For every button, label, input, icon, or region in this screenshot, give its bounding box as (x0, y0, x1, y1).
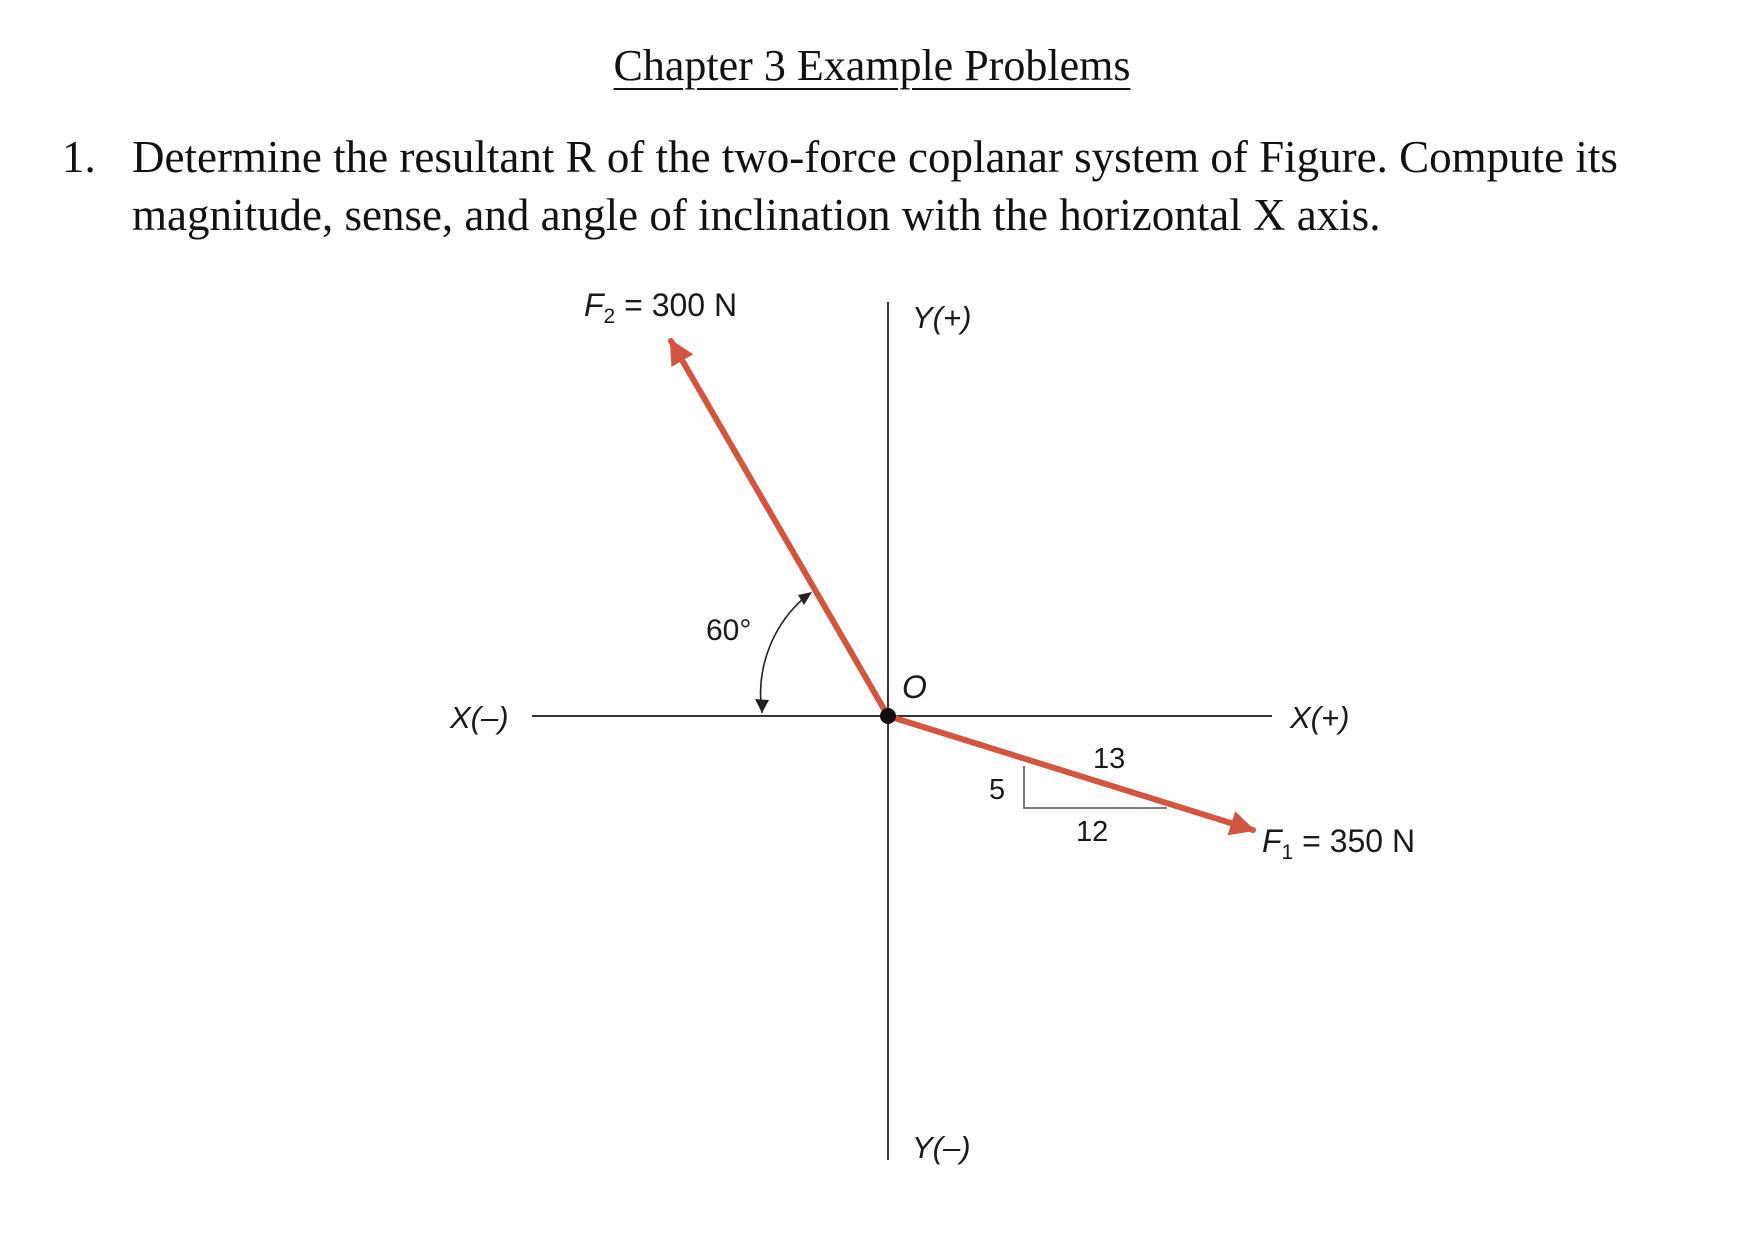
origin-point (880, 708, 896, 724)
slope-hyp-label: 13 (1093, 743, 1126, 775)
origin-label: O (902, 669, 927, 705)
page-title: Chapter 3 Example Problems (613, 41, 1131, 90)
force-f1-value: = 350 N (1293, 823, 1416, 859)
y-negative-label: Y(–) (912, 1130, 971, 1165)
force-f2-value: = 300 N (615, 287, 738, 323)
angle-arc-arrowhead-upper (798, 592, 812, 605)
angle-arc-arrowhead-lower (755, 699, 769, 713)
x-positive-label: X(+) (1290, 700, 1350, 735)
force-f1-label (1262, 823, 1415, 864)
slope-rise-label: 5 (989, 774, 1006, 806)
angle-label: 60° (706, 614, 752, 647)
slope-run-label: 12 (1076, 816, 1109, 848)
force-f2-vector (671, 341, 888, 716)
angle-arc (761, 593, 810, 713)
problem-text: Determine the resultant R of the two-force coplanar system of Figure. Compute its magnitude, sense, and angle of inclination with the horizontal X axis. (132, 132, 1618, 240)
force-f2-subscript: 2 (603, 305, 616, 328)
x-negative-label: X(–) (450, 700, 509, 735)
problem-number: 1. (62, 132, 96, 182)
force-f1-vector (888, 716, 1253, 830)
force-f1-subscript: 1 (1281, 841, 1294, 864)
force-f2-symbol: F (584, 287, 604, 323)
force-f1-symbol: F (1262, 823, 1282, 859)
y-positive-label: Y(+) (912, 300, 972, 335)
force-f2-label (584, 287, 737, 328)
